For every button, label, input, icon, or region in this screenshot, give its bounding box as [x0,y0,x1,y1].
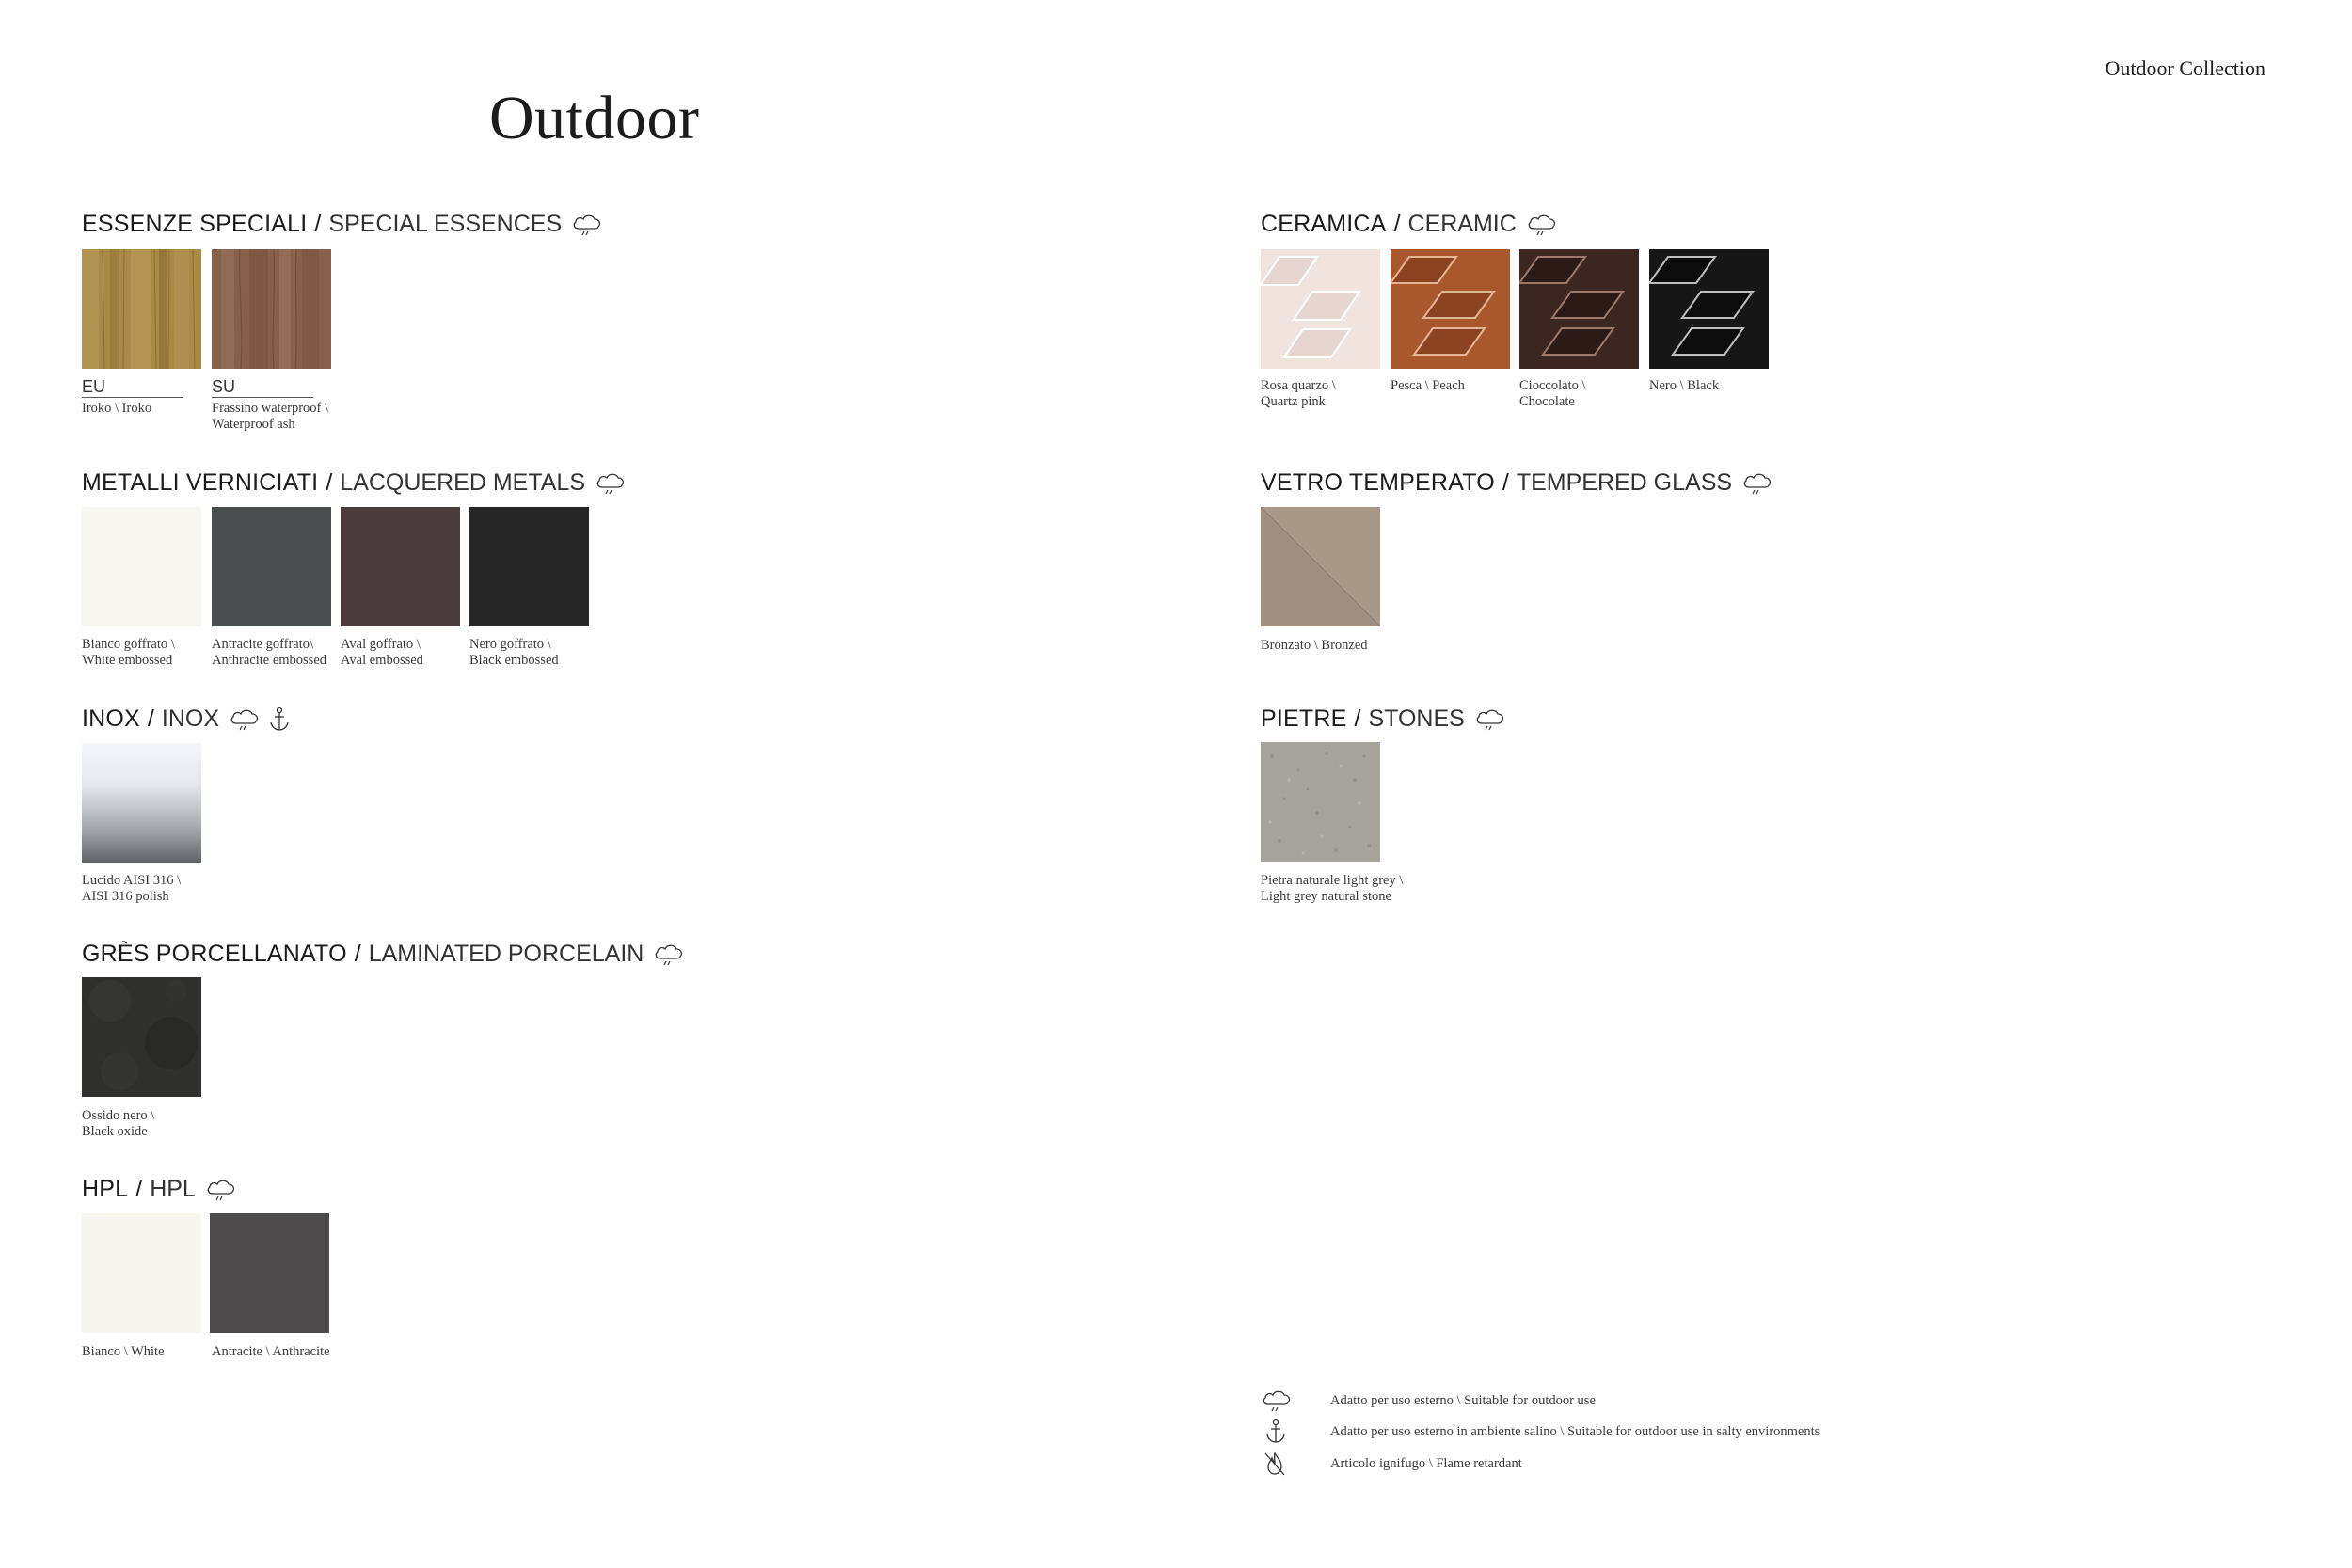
swatch-caption: Cioccolato \ Chocolate [1519,378,1586,409]
swatch-black-ceramic[interactable] [1649,249,1769,369]
swatch-light-grey-stone[interactable] [1261,742,1380,862]
swatch-hpl-white[interactable] [82,1213,201,1333]
swatch-caption: Bianco goffrato \ White embossed [82,637,175,668]
section-heading-inox: INOX / INOX [82,705,291,733]
section-title-it: HPL [82,1176,129,1202]
legend-text: Adatto per uso esterno \ Suitable for outdoor use [1330,1392,1596,1408]
section-heading-ceramic: CERAMICA / CERAMIC [1261,211,1558,238]
rain-cloud-icon [595,471,627,496]
rain-cloud-icon [205,1178,237,1202]
rain-cloud-icon [653,942,685,967]
section-heading-laminated-porcelain: GRÈS PORCELLANATO / LAMINATED PORCELAIN [82,941,685,968]
rain-cloud-icon [1741,471,1773,496]
section-heading-hpl: HPL / HPL [82,1176,237,1203]
section-title-it: ESSENZE SPECIALI [82,211,308,237]
section-heading-special-essences: ESSENZE SPECIALI / SPECIAL ESSENCES [82,211,603,238]
legend-text: Articolo ignifugo \ Flame retardant [1330,1455,1522,1471]
anchor-icon [1264,1418,1287,1445]
swatch-caption: Aval goffrato \ Aval embossed [341,637,423,668]
section-title-en: STONES [1368,705,1465,732]
legend-item-flame [1263,1450,1522,1477]
section-title-it: PIETRE [1261,705,1347,732]
swatch-caption: Nero goffrato \ Black embossed [469,637,559,668]
flame-retardant-icon [1263,1450,1287,1477]
section-title-it: METALLI VERNICIATI [82,469,319,496]
section-title-it: VETRO TEMPERATO [1261,469,1495,496]
swatch-aisi-316-polish[interactable] [82,743,201,863]
swatch-black-embossed[interactable] [469,507,589,626]
rain-cloud-icon [229,707,261,732]
section-heading-lacquered-metals: METALLI VERNICIATI / LACQUERED METALS [82,469,627,497]
section-title-en: TEMPERED GLASS [1516,469,1733,496]
legend-item-outdoor [1261,1388,1596,1413]
section-title-it: CERAMICA [1261,211,1387,237]
swatch-iroko[interactable] [82,249,201,369]
section-title-en: LAMINATED PORCELAIN [368,941,644,967]
legend-text: Adatto per uso esterno in ambiente salino \ Suitable for outdoor use in salty environments [1330,1423,1820,1439]
section-title-en: LACQUERED METALS [340,469,586,496]
swatch-bronzed[interactable] [1261,507,1380,626]
swatch-caption: Frassino waterproof \ Waterproof ash [212,401,329,432]
swatch-aval-embossed[interactable] [341,507,460,626]
page-title: Outdoor [489,84,700,152]
swatch-white-embossed[interactable] [82,507,201,626]
swatch-quartz-pink[interactable] [1261,249,1380,369]
swatch-peach[interactable] [1391,249,1510,369]
swatch-caption: Pietra naturale light grey \ Light grey natural stone [1261,873,1404,904]
legend-item-salty [1264,1418,1820,1445]
swatch-caption: Lucido AISI 316 \ AISI 316 polish [82,873,182,904]
rain-cloud-icon [1474,707,1506,732]
code-label: EU [82,377,183,398]
rain-cloud-icon [571,213,603,237]
section-title-it: GRÈS PORCELLANATO [82,941,347,967]
rain-cloud-icon [1526,213,1558,237]
swatch-caption: Antracite \ Anthracite [212,1344,330,1359]
code-label: SU [212,377,313,398]
collection-label: Outdoor Collection [2105,56,2265,80]
swatch-caption: Bronzato \ Bronzed [1261,638,1368,653]
section-heading-stones: PIETRE / STONES [1261,705,1506,733]
swatch-hpl-anthracite[interactable] [210,1213,329,1333]
swatch-caption: Bianco \ White [82,1344,165,1359]
swatch-caption: Ossido nero \ Black oxide [82,1108,155,1139]
swatch-caption: Rosa quarzo \ Quartz pink [1261,378,1336,409]
section-title-en: INOX [161,705,219,732]
swatch-anthracite-embossed[interactable] [212,507,331,626]
section-title-it: INOX [82,705,140,732]
swatch-waterproof-ash[interactable] [212,249,331,369]
section-heading-tempered-glass: VETRO TEMPERATO / TEMPERED GLASS [1261,469,1773,497]
swatch-caption: Pesca \ Peach [1391,378,1465,393]
section-title-en: HPL [150,1176,196,1202]
swatch-caption: Iroko \ Iroko [82,401,152,416]
section-title-en: CERAMIC [1407,211,1517,237]
swatch-chocolate[interactable] [1519,249,1639,369]
swatch-caption: Antracite goffrato\ Anthracite embossed [212,637,327,668]
rain-cloud-icon [1261,1388,1293,1413]
swatch-black-oxide[interactable] [82,977,201,1097]
anchor-icon [268,706,291,733]
section-title-en: SPECIAL ESSENCES [328,211,563,237]
swatch-caption: Nero \ Black [1649,378,1720,393]
